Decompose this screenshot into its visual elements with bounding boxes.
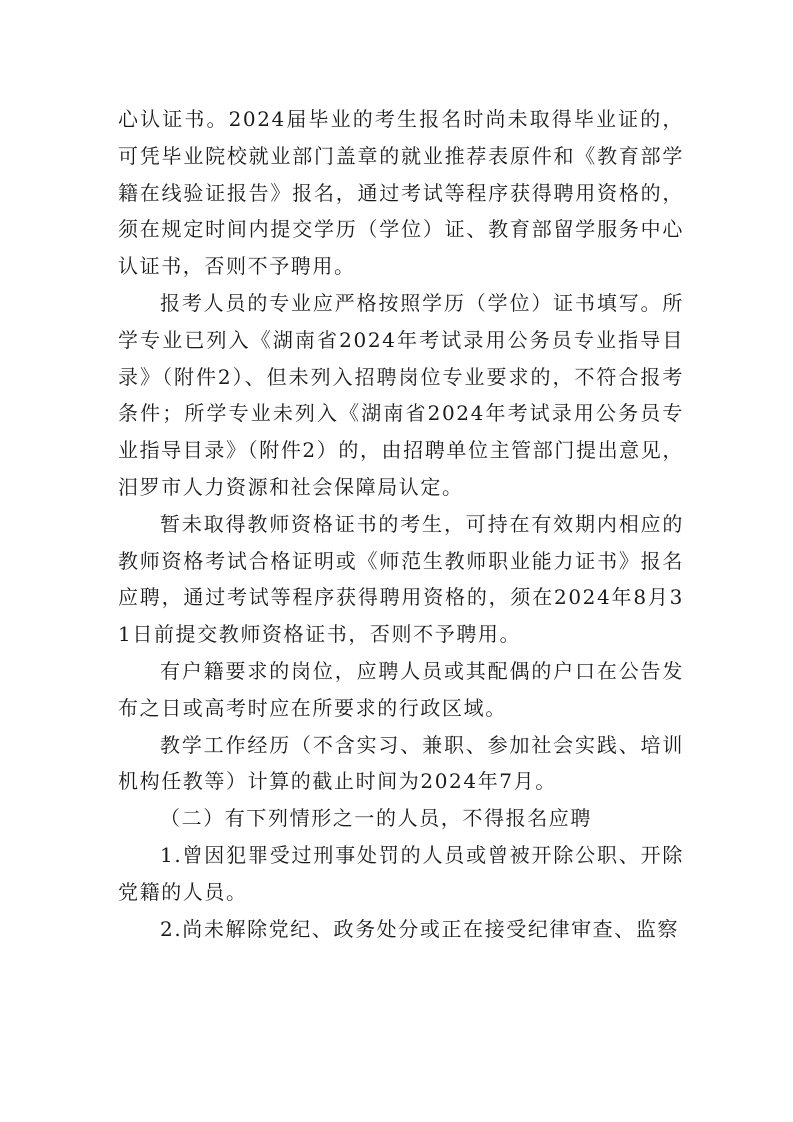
paragraph-household-registration: 有户籍要求的岗位，应聘人员或其配偶的户口在公告发布之日或高考时应在所要求的行政区域。 (118, 658, 684, 720)
list-item-criminal-record: 1.曾因犯罪受过刑事处罚的人员或曾被开除公职、开除党籍的人员。 (118, 842, 684, 904)
paragraph-major-requirements: 报考人员的专业应严格按照学历（学位）证书填写。所学专业已列入《湖南省2024年考试录用公务员专业指导目录》（附件2）、但未列入招聘岗位专业要求的，不符合报考条件；所学专业未列入《湖南省2024年考试录用公务员专业指导目录》（附件2）的，由招聘单位主管部门提出意见，汨罗市人力资源和社会保障局认定。 (118, 290, 684, 499)
document-body (118, 101, 684, 947)
paragraph-teaching-experience: 教学工作经历（不含实习、兼职、参加社会实践、培训机构任教等）计算的截止时间为2024年7月。 (118, 732, 684, 794)
paragraph-certificate-requirements: 心认证书。2024届毕业的考生报名时尚未取得毕业证的，可凭毕业院校就业部门盖章的就业推荐表原件和《教育部学籍在线验证报告》报名，通过考试等程序获得聘用资格的，须在规定时间内提交学历（学位）证、教育部留学服务中心认证书，否则不予聘用。 (118, 107, 684, 279)
paragraph-teacher-qualification: 暂未取得教师资格证书的考生，可持在有效期内相应的教师资格考试合格证明或《师范生教师职业能力证书》报名应聘，通过考试等程序获得聘用资格的，须在2024年8月31日前提交教师资格证书，否则不予聘用。 (118, 511, 684, 647)
list-item-disciplinary-action: 2.尚未解除党纪、政务处分或正在接受纪律审查、监察 (160, 916, 680, 941)
section-heading-ineligible: （二）有下列情形之一的人员，不得报名应聘 (160, 806, 592, 831)
